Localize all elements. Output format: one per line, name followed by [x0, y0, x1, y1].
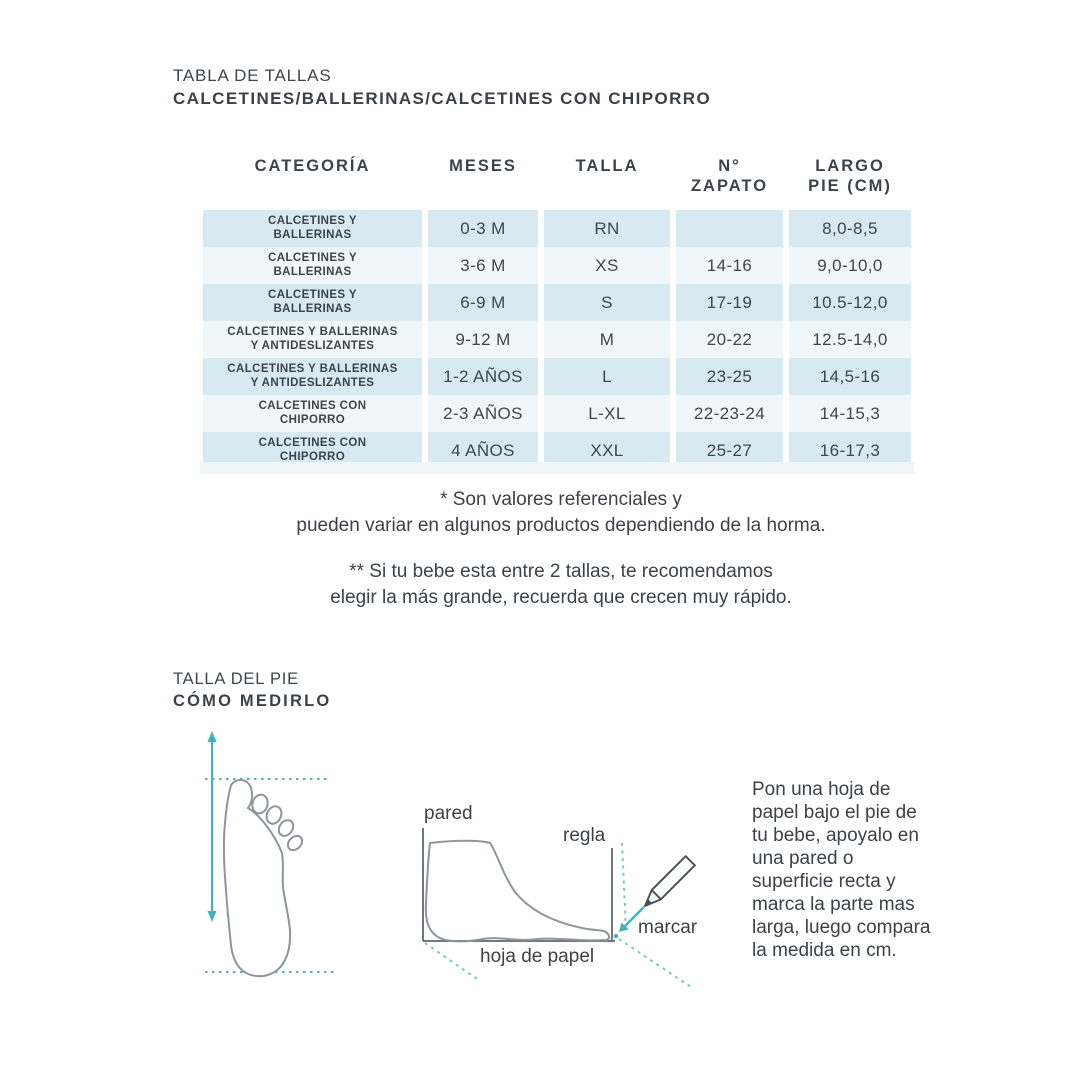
- label-marcar: marcar: [638, 917, 698, 938]
- table-row: [200, 321, 914, 358]
- cell-categoria: [200, 395, 425, 432]
- table-row: [200, 247, 914, 284]
- label-pared: pared: [424, 803, 473, 824]
- cell-categoria: [200, 358, 425, 395]
- cell-categoria-line2: BALLERINAS: [273, 302, 352, 315]
- cell-categoria-line1: CALCETINES Y: [268, 289, 357, 301]
- col-header-categoria: CATEGORÍA: [200, 145, 425, 210]
- footnote-2: [200, 559, 922, 610]
- table-row: [200, 284, 914, 321]
- page-subtitle: CALCETINES/BALLERINAS/CALCETINES CON CHIPORRO: [173, 89, 712, 108]
- cell-categoria-line1: CALCETINES Y BALLERINAS: [227, 326, 398, 338]
- cell-talla: S: [541, 284, 673, 321]
- cell-meses: 0-3 M: [425, 210, 541, 247]
- table-row: [200, 395, 914, 432]
- cell-meses: 9-12 M: [425, 321, 541, 358]
- cell-meses: 4 AÑOS: [425, 432, 541, 469]
- footnote-1-line2: pueden variar en algunos productos dependiendo de la horma.: [296, 514, 826, 536]
- table-row: [200, 210, 914, 247]
- cell-largo: 8,0-8,5: [786, 210, 914, 247]
- footnote-1: [200, 487, 922, 538]
- cell-meses: 6-9 M: [425, 284, 541, 321]
- footprint-diagram-icon: [185, 715, 355, 1010]
- cell-categoria-line1: CALCETINES Y: [268, 252, 357, 264]
- cell-zapato: 23-25: [673, 358, 786, 395]
- cell-zapato: 20-22: [673, 321, 786, 358]
- col-header-zapato-line2: ZAPATO: [690, 177, 769, 195]
- cell-meses: 2-3 AÑOS: [425, 395, 541, 432]
- cell-meses: 3-6 M: [425, 247, 541, 284]
- cell-largo: 10.5-12,0: [786, 284, 914, 321]
- col-header-zapato: [673, 145, 786, 210]
- cell-categoria-line2: BALLERINAS: [273, 228, 352, 241]
- measure-section-subtitle: CÓMO MEDIRLO: [173, 692, 332, 710]
- cell-talla: RN: [541, 210, 673, 247]
- cell-largo: 9,0-10,0: [786, 247, 914, 284]
- cell-categoria: [200, 284, 425, 321]
- col-header-largo-line2: PIE (CM): [808, 177, 892, 195]
- label-hoja-de-papel: hoja de papel: [480, 946, 595, 967]
- cell-zapato: 17-19: [673, 284, 786, 321]
- cell-categoria-line1: CALCETINES Y: [268, 215, 357, 227]
- cell-categoria: [200, 247, 425, 284]
- footnote-2-line2: elegir la más grande, recuerda que crecen muy rápido.: [330, 586, 792, 608]
- cell-talla: L: [541, 358, 673, 395]
- cell-categoria-line2: CHIPORRO: [279, 450, 346, 463]
- col-header-largo: [786, 145, 914, 210]
- col-header-largo-line1: LARGO: [815, 157, 885, 175]
- measuring-diagram-icon: [398, 795, 718, 1000]
- label-regla: regla: [563, 825, 606, 846]
- cell-categoria-line2: Y ANTIDESLIZANTES: [250, 376, 375, 389]
- cell-zapato: 14-16: [673, 247, 786, 284]
- cell-largo: 14,5-16: [786, 358, 914, 395]
- cell-talla: L-XL: [541, 395, 673, 432]
- pencil-icon: [640, 856, 694, 910]
- col-header-talla: TALLA: [541, 145, 673, 210]
- table-row: [200, 358, 914, 395]
- cell-largo: 12.5-14,0: [786, 321, 914, 358]
- cell-talla: XXL: [541, 432, 673, 469]
- footnotes: [200, 487, 922, 610]
- cell-zapato: 25-27: [673, 432, 786, 469]
- cell-talla: M: [541, 321, 673, 358]
- size-table: [200, 145, 914, 469]
- cell-zapato: 22-23-24: [673, 395, 786, 432]
- cell-categoria-line1: CALCETINES CON: [258, 400, 367, 412]
- footnote-2-line1: ** Si tu bebe esta entre 2 tallas, te recomendamos: [349, 561, 773, 582]
- col-header-zapato-line1: N°: [718, 157, 741, 175]
- cell-categoria-line2: CHIPORRO: [279, 413, 346, 426]
- cell-talla: XS: [541, 247, 673, 284]
- cell-categoria-line1: CALCETINES CON: [258, 437, 367, 449]
- cell-categoria: [200, 210, 425, 247]
- cell-categoria-line2: BALLERINAS: [273, 265, 352, 278]
- cell-largo: 16-17,3: [786, 432, 914, 469]
- cell-categoria-line2: Y ANTIDESLIZANTES: [250, 339, 375, 352]
- table-footer-strip: [200, 462, 914, 474]
- footnote-1-line1: * Son valores referenciales y: [440, 489, 682, 510]
- cell-zapato: [673, 210, 786, 247]
- cell-categoria-line1: CALCETINES Y BALLERINAS: [227, 363, 398, 375]
- measure-section-title: TALLA DEL PIE: [173, 670, 299, 688]
- measure-instructions: Pon una hoja de papel bajo el pie de tu bebe, apoyalo en una pared o superficie recta y marca la parte mas larga, luego compara la medida en cm.: [752, 779, 931, 961]
- cell-meses: 1-2 AÑOS: [425, 358, 541, 395]
- cell-categoria: [200, 321, 425, 358]
- size-table-header-row: [200, 145, 914, 210]
- cell-largo: 14-15,3: [786, 395, 914, 432]
- page-title: TABLA DE TALLAS: [173, 66, 332, 85]
- col-header-meses: MESES: [425, 145, 541, 210]
